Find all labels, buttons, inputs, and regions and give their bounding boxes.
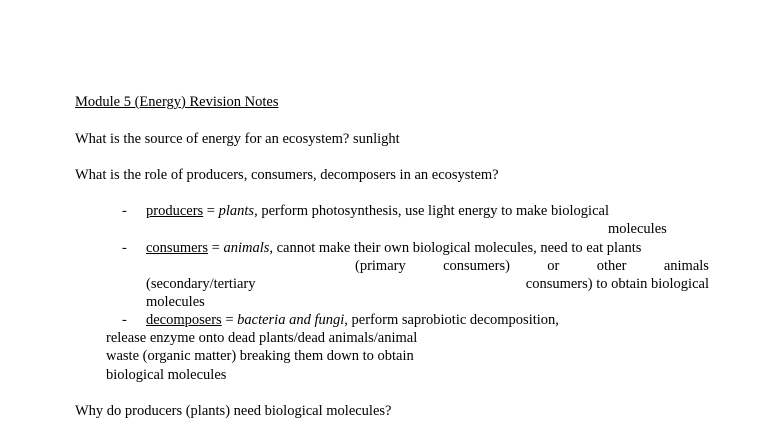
decomposers-line-1: decomposers = bacteria and fungi, perform saprobiotic decomposition, <box>146 312 559 328</box>
page-title: Module 5 (Energy) Revision Notes <box>75 94 279 110</box>
decomposers-line-2: release enzyme onto dead plants/dead animals/animal <box>106 330 418 346</box>
producers-example: plants <box>218 203 255 219</box>
question-energy-source <box>75 131 400 148</box>
answer-text: sunlight <box>349 131 400 147</box>
consumers-line-3-right: consumers) to obtain biological <box>525 276 709 292</box>
consumers-line-1: consumers = animals, cannot make their own biological molecules, need to eat plants <box>146 240 642 256</box>
producers-line-2: molecules <box>608 221 667 237</box>
bullet-dash: - <box>122 240 127 256</box>
consumers-line-2: (primary consumers) or other animals <box>355 258 709 274</box>
decomposers-line-4: biological molecules <box>106 367 227 383</box>
producers-line-1: producers = plants, perform photosynthesis, use light energy to make biological <box>146 203 609 219</box>
producers-term: producers <box>146 203 204 219</box>
consumers-line-4: molecules <box>146 294 205 310</box>
consumers-line-3-left: (secondary/tertiary <box>146 276 256 292</box>
consumers-term: consumers <box>146 240 209 256</box>
question-text: What is the source of energy for an ecosystem? <box>75 131 350 147</box>
bullet-dash: - <box>122 312 127 328</box>
decomposers-term: decomposers <box>146 312 222 328</box>
question-producers-need: Why do producers (plants) need biological molecules? <box>75 403 392 419</box>
decomposers-line-3: waste (organic matter) breaking them down to obtain <box>106 348 414 364</box>
question-roles: What is the role of producers, consumers, decomposers in an ecosystem? <box>75 167 499 183</box>
bullet-dash: - <box>122 203 127 219</box>
decomposers-example: bacteria and fungi <box>237 312 345 328</box>
consumers-example: animals <box>223 240 270 256</box>
